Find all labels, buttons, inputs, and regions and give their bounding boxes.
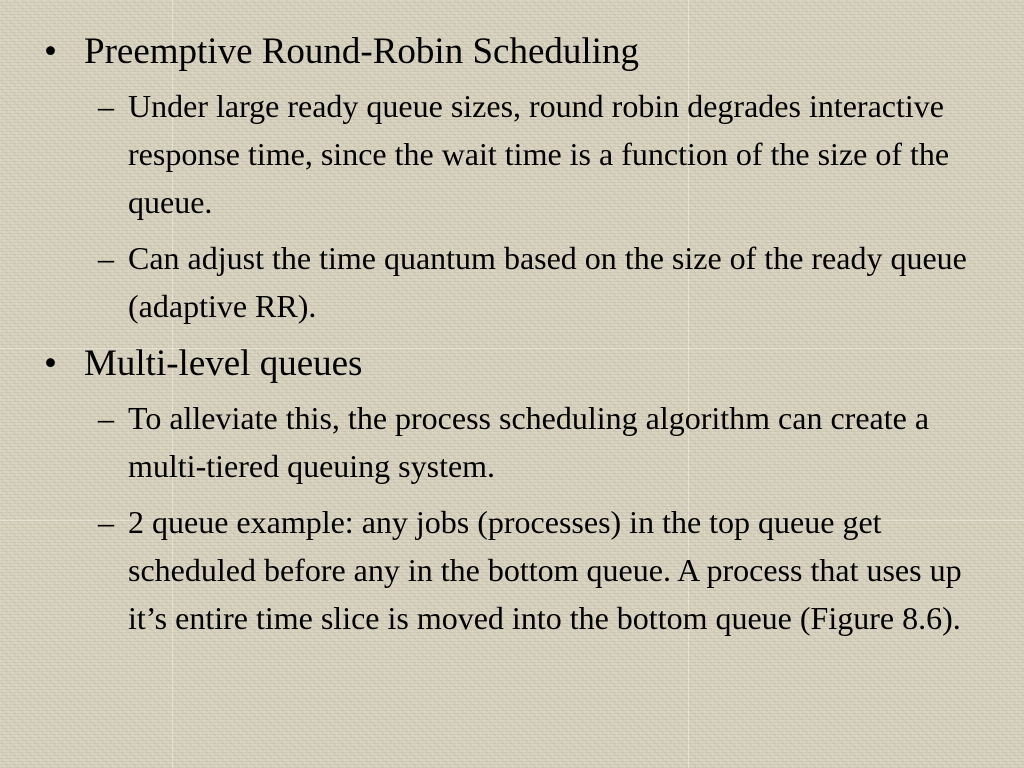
dash-icon: – [98,88,114,124]
sub-bullet-item [44,82,984,226]
slide-body [44,26,984,650]
sub-bullet-text: Under large ready queue sizes, round robin degrades interactive response time, since the wait time is a function of the size of the queue. [128,88,950,220]
bullet-text: Preemptive Round-Robin Scheduling [84,31,639,72]
dash-icon: – [98,400,114,436]
sub-bullet-item [44,498,984,642]
sub-bullet-item [44,394,984,490]
sub-bullet-text: Can adjust the time quantum based on the size of the ready queue (adaptive RR). [128,240,967,324]
bullet-icon: • [44,343,57,384]
sub-bullet-text: To alleviate this, the process scheduling algorithm can create a multi-tiered queuing system. [128,400,930,484]
dash-icon: – [98,240,114,276]
sub-bullet-item [44,234,984,330]
bullet-item [44,26,984,78]
sub-bullet-text: 2 queue example: any jobs (processes) in the top queue get scheduled before any in the bottom queue. A process that uses up it’s entire time slice is moved into the bottom queue (Figure 8.6). [128,504,962,636]
bullet-item [44,338,984,390]
bullet-text: Multi-level queues [84,343,363,384]
dash-icon: – [98,504,114,540]
bullet-icon: • [44,31,57,72]
